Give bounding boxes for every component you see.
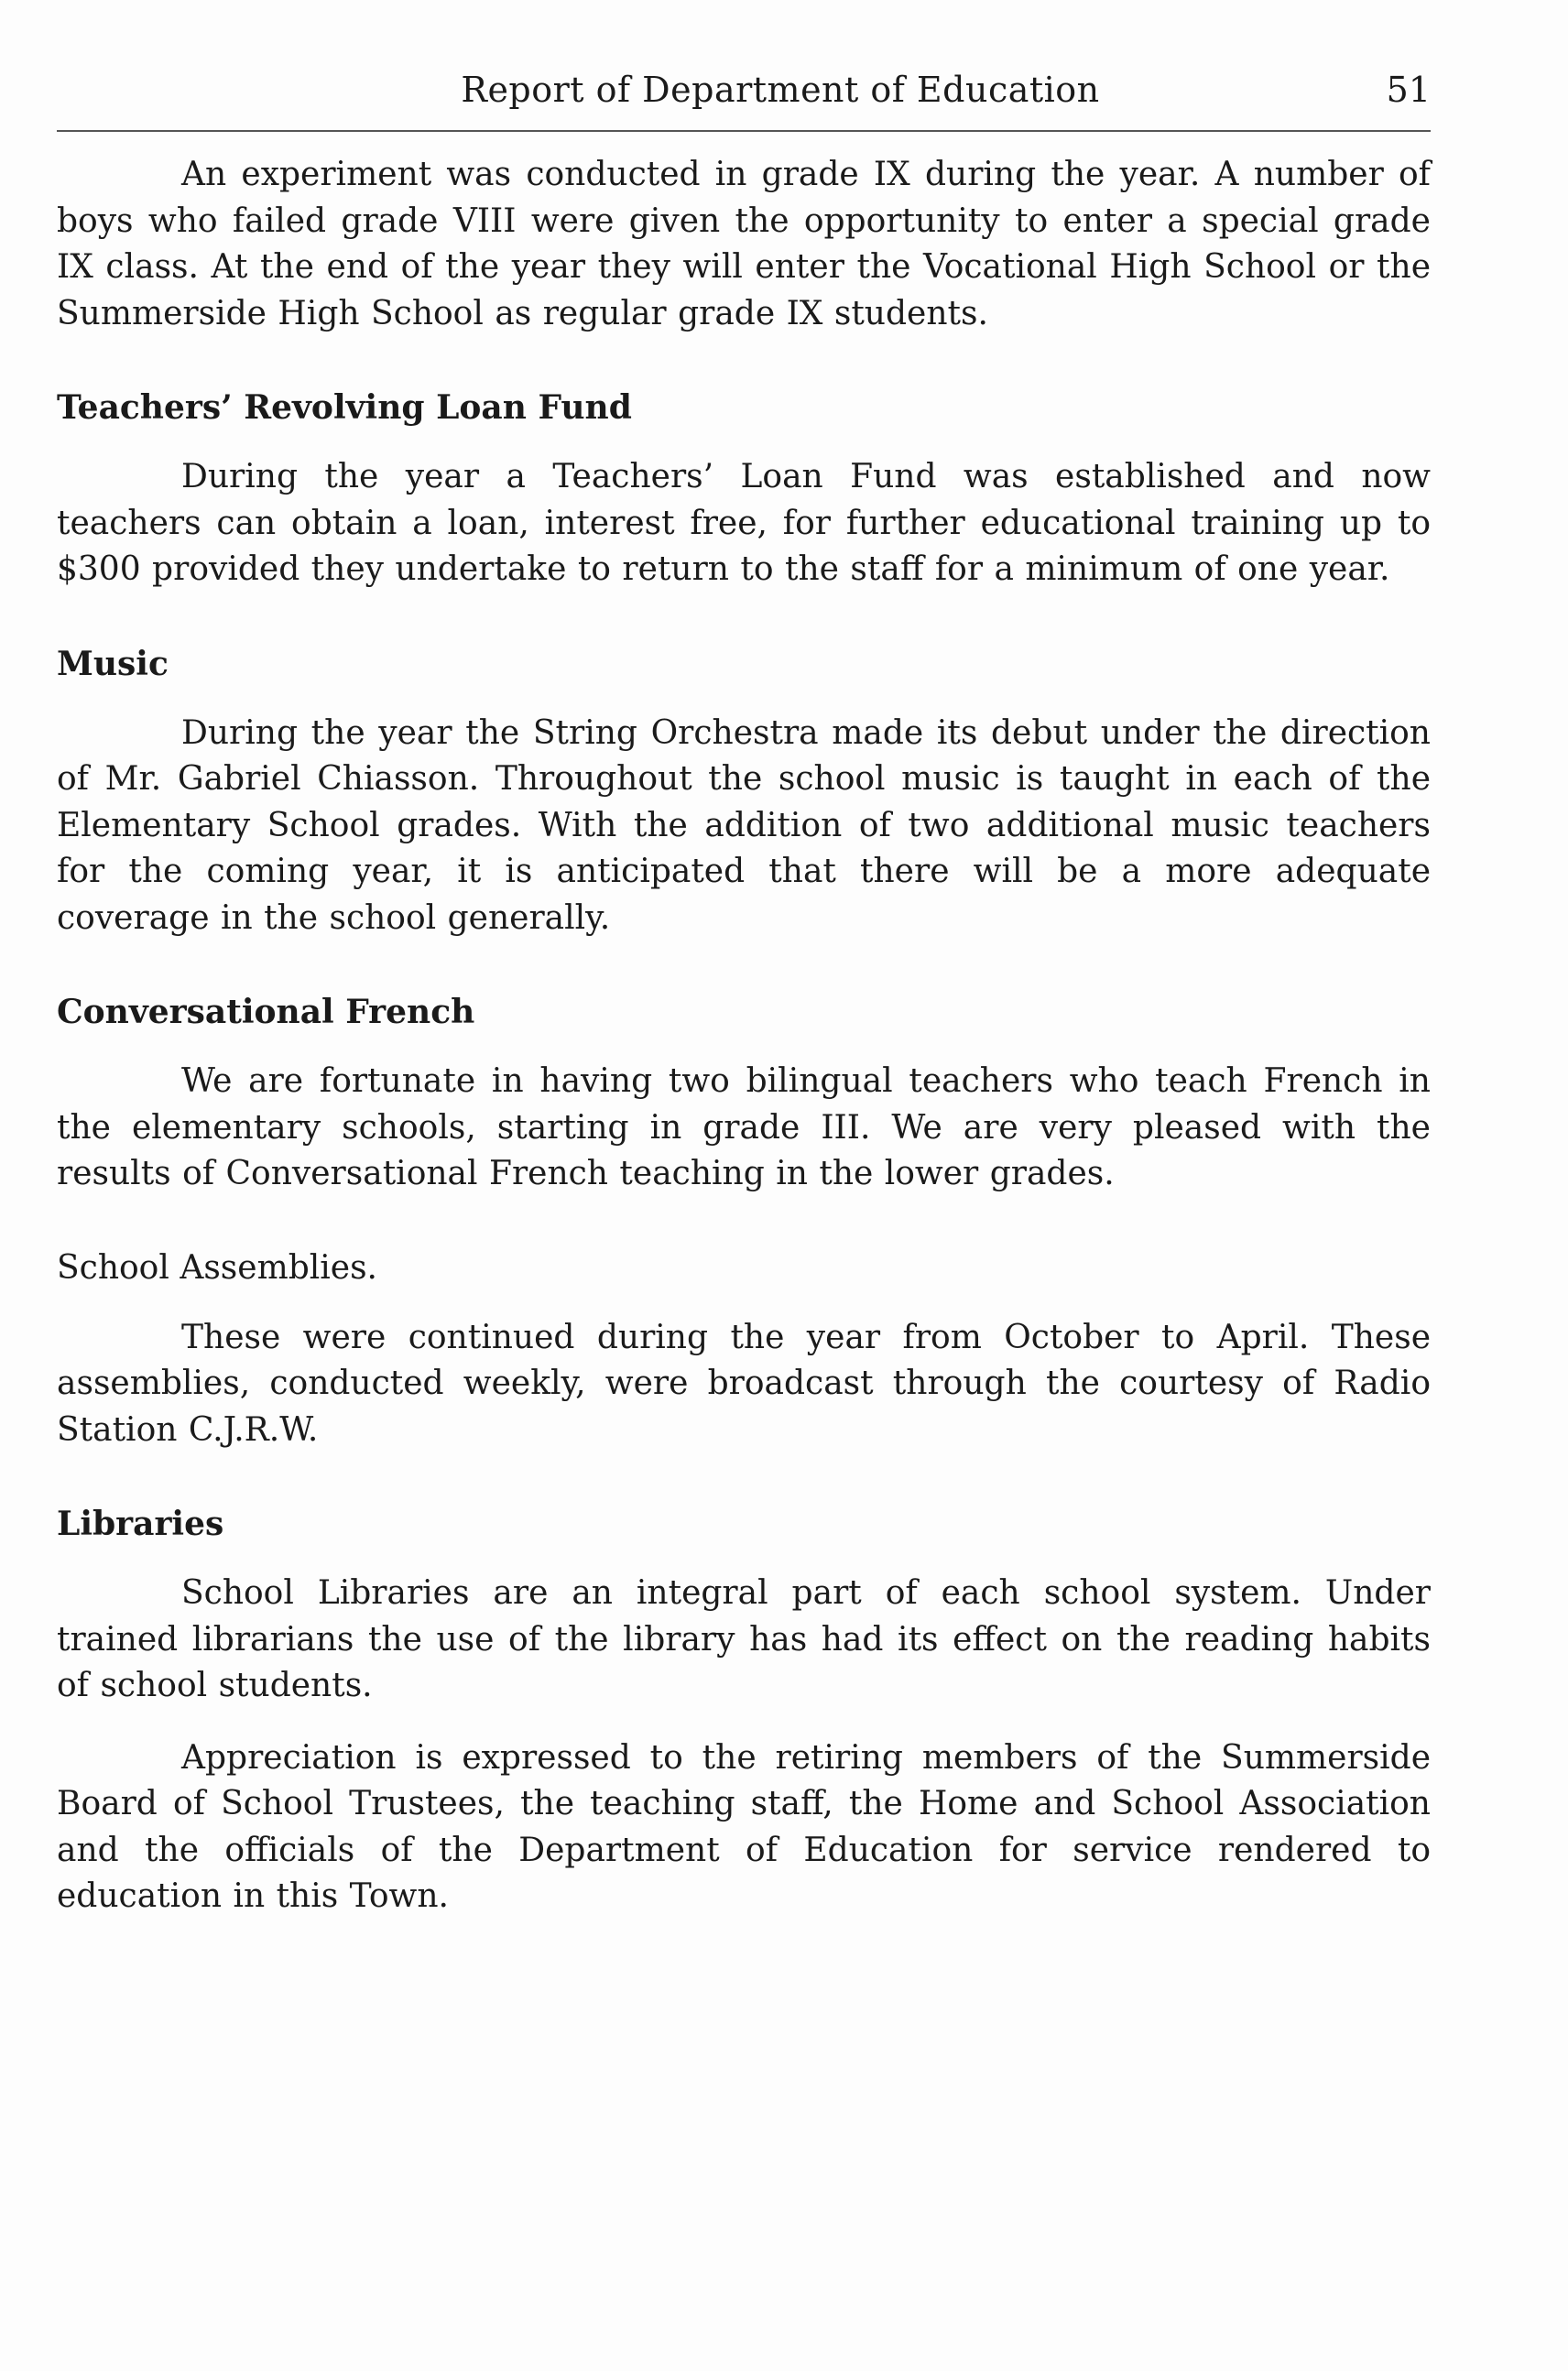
running-title: Report of Department of Education	[461, 70, 1100, 110]
section-heading-french: Conversational French	[57, 993, 475, 1031]
section-paragraph: During the year the String Orchestra made its debut under the direction of Mr. Gabriel Chiasson. Throughout the school music is taught in each of the Elementary School grades. With the addition of two additional music teachers for the coming year, it is anticipated that there will be a more adequate coverage in the school generally.	[57, 713, 1431, 937]
section-libraries	[57, 1501, 1431, 1920]
section-heading-libraries: Libraries	[57, 1505, 224, 1543]
section-paragraph: We are fortunate in having two bilingual teachers who teach French in the elementary schools, starting in grade III. We are very pleased with the results of Conversational French teaching in the lower grades.	[57, 1062, 1431, 1192]
intro-paragraph: An experiment was conducted in grade IX during the year. A number of boys who failed grade VIII were given the opportunity to enter a special grade IX class. At the end of the year they will enter the Vocational High School or the Summerside High School as regular grade IX students.	[57, 156, 1431, 332]
section-french	[57, 989, 1431, 1198]
section-heading-loan-fund: Teachers’ Revolving Loan Fund	[57, 388, 632, 427]
section-paragraph: During the year a Teachers’ Loan Fund was established and now teachers can obtain a loan, interest free, for further educational training up to $300 provided they undertake to return to the staff for a minimum of one year.	[57, 458, 1431, 588]
section-heading-assemblies: School Assemblies.	[57, 1248, 377, 1287]
section-heading-music: Music	[57, 644, 169, 683]
header-rule	[57, 130, 1431, 132]
section-assemblies	[57, 1245, 1431, 1454]
section-paragraph: School Libraries are an integral part of each school system. Under trained librarians the use of the library has had its effect on the reading habits of school students.	[57, 1574, 1431, 1704]
appreciation-paragraph: Appreciation is expressed to the retiring members of the Summerside Board of School Trustees, the teaching staff, the Home and School Association and the officials of the Department of Education for service rendered to education in this Town.	[57, 1738, 1431, 1915]
section-paragraph: These were continued during the year from October to April. These assemblies, conducted weekly, were broadcast through the courtesy of Radio Station C.J.R.W.	[57, 1318, 1431, 1449]
body-text	[57, 152, 1431, 1920]
page-number: 51	[1386, 70, 1431, 110]
section-music	[57, 641, 1431, 942]
section-loan-fund	[57, 385, 1431, 593]
running-header	[57, 64, 1431, 119]
